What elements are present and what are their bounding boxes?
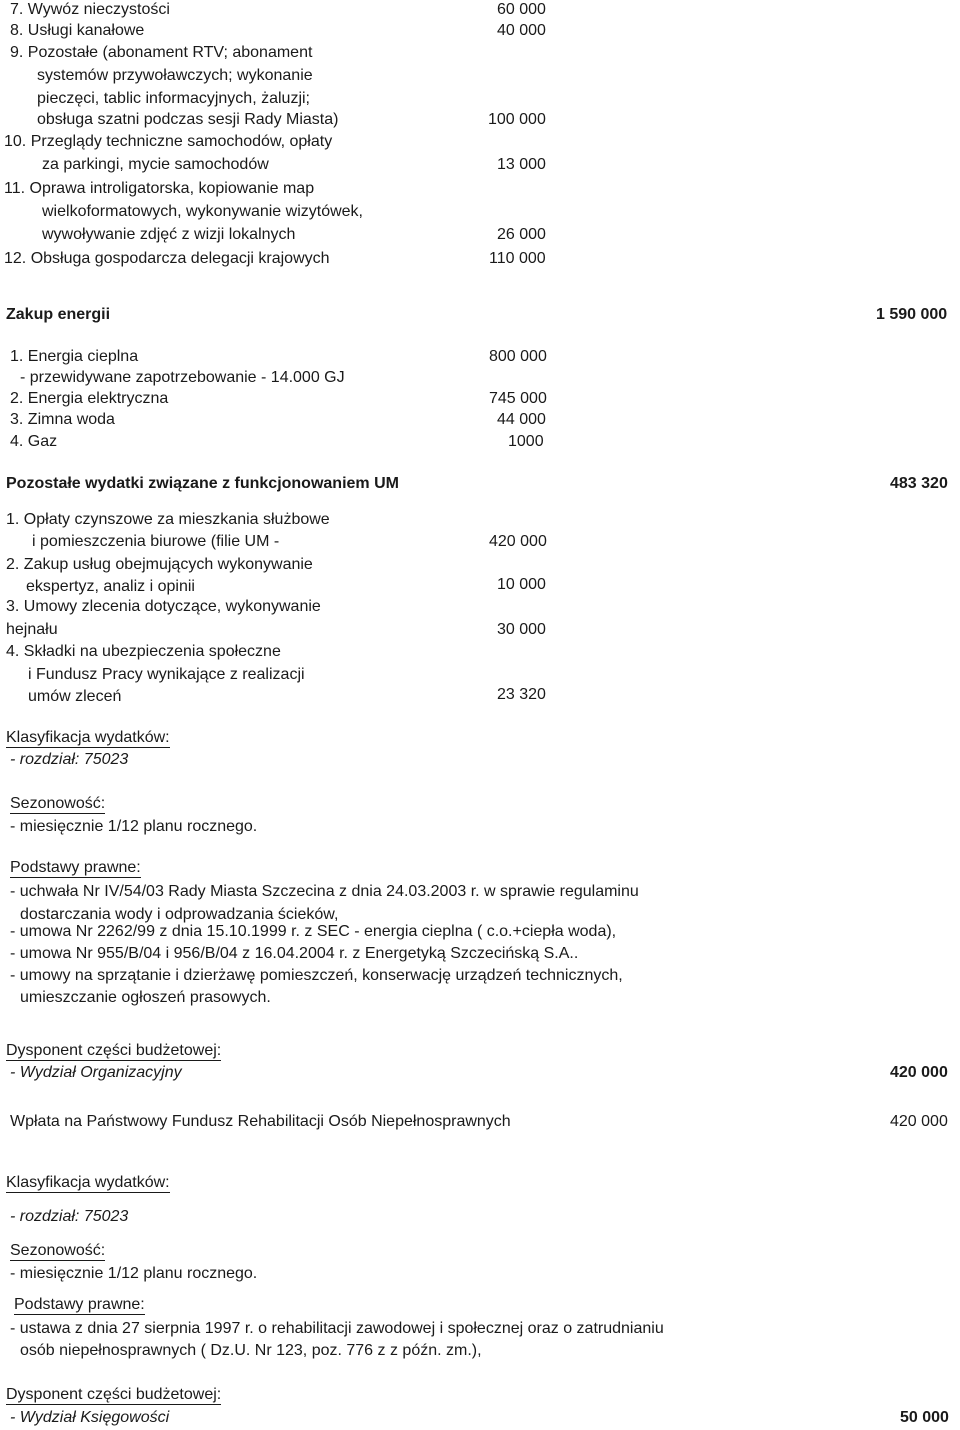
budget-holder-amount: 420 000	[890, 1064, 948, 1081]
legal-basis-line: - umowa Nr 955/B/04 i 956/B/04 z 16.04.2004 r. z Energetyką Szczecińską S.A..	[10, 945, 579, 962]
classification-value: - rozdział: 75023	[10, 751, 129, 768]
list-item-note: - przewidywane zapotrzebowanie - 14.000 GJ	[20, 369, 345, 386]
list-item-label: umów zleceń	[28, 688, 122, 705]
budget-holder-amount: 50 000	[900, 1409, 949, 1426]
list-item-value: 23 320	[497, 686, 546, 703]
legal-basis-line: - ustawa z dnia 27 sierpnia 1997 r. o rehabilitacji zawodowej i społecznej oraz o zatrudnianiu	[10, 1320, 664, 1337]
list-item-label: 4. Składki na ubezpieczenia społeczne	[6, 643, 281, 660]
list-item-label: obsługa szatni podczas sesji Rady Miasta)	[37, 111, 339, 128]
legal-basis-line: - umowa Nr 2262/99 z dnia 15.10.1999 r. z SEC - energia cieplna ( c.o.+ciepła woda),	[10, 923, 617, 940]
list-item-label: 2. Energia elektryczna	[10, 390, 169, 407]
list-item-label: 12. Obsługa gospodarcza delegacji krajowych	[4, 250, 330, 267]
list-item-value: 420 000	[489, 533, 547, 550]
section-heading: Zakup energii	[6, 306, 111, 323]
list-item-label: ekspertyz, analiz i opinii	[26, 578, 195, 595]
section-total: 483 320	[890, 475, 948, 492]
seasonality-label: Sezonowość:	[10, 1242, 106, 1259]
list-item-value: 26 000	[497, 226, 546, 243]
list-item-label: wywoływanie zdjęć z wizji lokalnych	[42, 226, 296, 243]
seasonality-label: Sezonowość:	[10, 795, 106, 812]
list-item-label: 4. Gaz	[10, 433, 58, 450]
list-item-label: za parkingi, mycie samochodów	[42, 156, 269, 173]
list-item-label: 1. Opłaty czynszowe za mieszkania służbowe	[6, 511, 330, 528]
list-item-value: 110 000	[489, 250, 546, 267]
list-item-value: 745 000	[489, 390, 547, 407]
list-item-value: 44 000	[497, 411, 546, 428]
list-item-value: 30 000	[497, 621, 546, 638]
budget-holder-value: - Wydział Organizacyjny	[10, 1064, 182, 1081]
list-item-label: 8. Usługi kanałowe	[10, 22, 145, 39]
legal-basis-line: dostarczania wody i odprowadzania ścieków,	[20, 906, 339, 923]
list-item-label: 7. Wywóz nieczystości	[10, 1, 170, 18]
seasonality-value: - miesięcznie 1/12 planu rocznego.	[10, 1265, 258, 1282]
section-heading: Pozostałe wydatki związane z funkcjonowaniem UM	[6, 475, 399, 492]
list-item-label: i pomieszczenia biurowe (filie UM -	[32, 533, 280, 550]
classification-value: - rozdział: 75023	[10, 1208, 129, 1225]
pfron-label: Wpłata na Państwowy Fundusz Rehabilitacji Osób Niepełnosprawnych	[10, 1113, 511, 1130]
list-item-label: 1. Energia cieplna	[10, 348, 139, 365]
list-item-value: 60 000	[497, 1, 546, 18]
list-item-value: 10 000	[497, 576, 546, 593]
list-item-label: i Fundusz Pracy wynikające z realizacji	[28, 666, 305, 683]
seasonality-value: - miesięcznie 1/12 planu rocznego.	[10, 818, 258, 835]
budget-holder-value: - Wydział Księgowości	[10, 1409, 170, 1426]
list-item-label: systemów przywoławczych; wykonanie	[37, 67, 313, 84]
classification-label: Klasyfikacja wydatków:	[6, 729, 170, 746]
list-item-label: pieczęci, tablic informacyjnych, żaluzji;	[37, 90, 310, 107]
list-item-label: wielkoformatowych, wykonywanie wizytówek,	[42, 203, 363, 220]
pfron-value: 420 000	[890, 1113, 948, 1130]
section-total: 1 590 000	[876, 306, 948, 323]
budget-holder-label: Dysponent części budżetowej:	[6, 1386, 222, 1403]
legal-basis-label: Podstawy prawne:	[14, 1296, 145, 1313]
list-item-value: 1000	[508, 433, 544, 450]
legal-basis-line: - umowy na sprzątanie i dzierżawę pomieszczeń, konserwację urządzeń technicznych,	[10, 967, 623, 984]
legal-basis-line: umieszczanie ogłoszeń prasowych.	[20, 989, 271, 1006]
list-item-label: 3. Umowy zlecenia dotyczące, wykonywanie	[6, 598, 321, 615]
legal-basis-line: osób niepełnosprawnych ( Dz.U. Nr 123, poz. 776 z z późn. zm.),	[20, 1342, 482, 1359]
list-item-label: 11. Oprawa introligatorska, kopiowanie map	[4, 180, 315, 197]
list-item-value: 13 000	[497, 156, 546, 173]
classification-label: Klasyfikacja wydatków:	[6, 1174, 170, 1191]
legal-basis-line: - uchwała Nr IV/54/03 Rady Miasta Szczecina z dnia 24.03.2003 r. w sprawie regulaminu	[10, 883, 639, 900]
list-item-label: 2. Zakup usług obejmujących wykonywanie	[6, 556, 313, 573]
list-item-label: 10. Przeglądy techniczne samochodów, opłaty	[4, 133, 333, 150]
budget-holder-label: Dysponent części budżetowej:	[6, 1042, 222, 1059]
list-item-value: 800 000	[489, 348, 547, 365]
list-item-value: 40 000	[497, 22, 546, 39]
list-item-label: hejnału	[6, 621, 58, 638]
list-item-label: 9. Pozostałe (abonament RTV; abonament	[10, 44, 313, 61]
legal-basis-label: Podstawy prawne:	[10, 859, 141, 876]
list-item-value: 100 000	[488, 111, 546, 128]
list-item-label: 3. Zimna woda	[10, 411, 115, 428]
